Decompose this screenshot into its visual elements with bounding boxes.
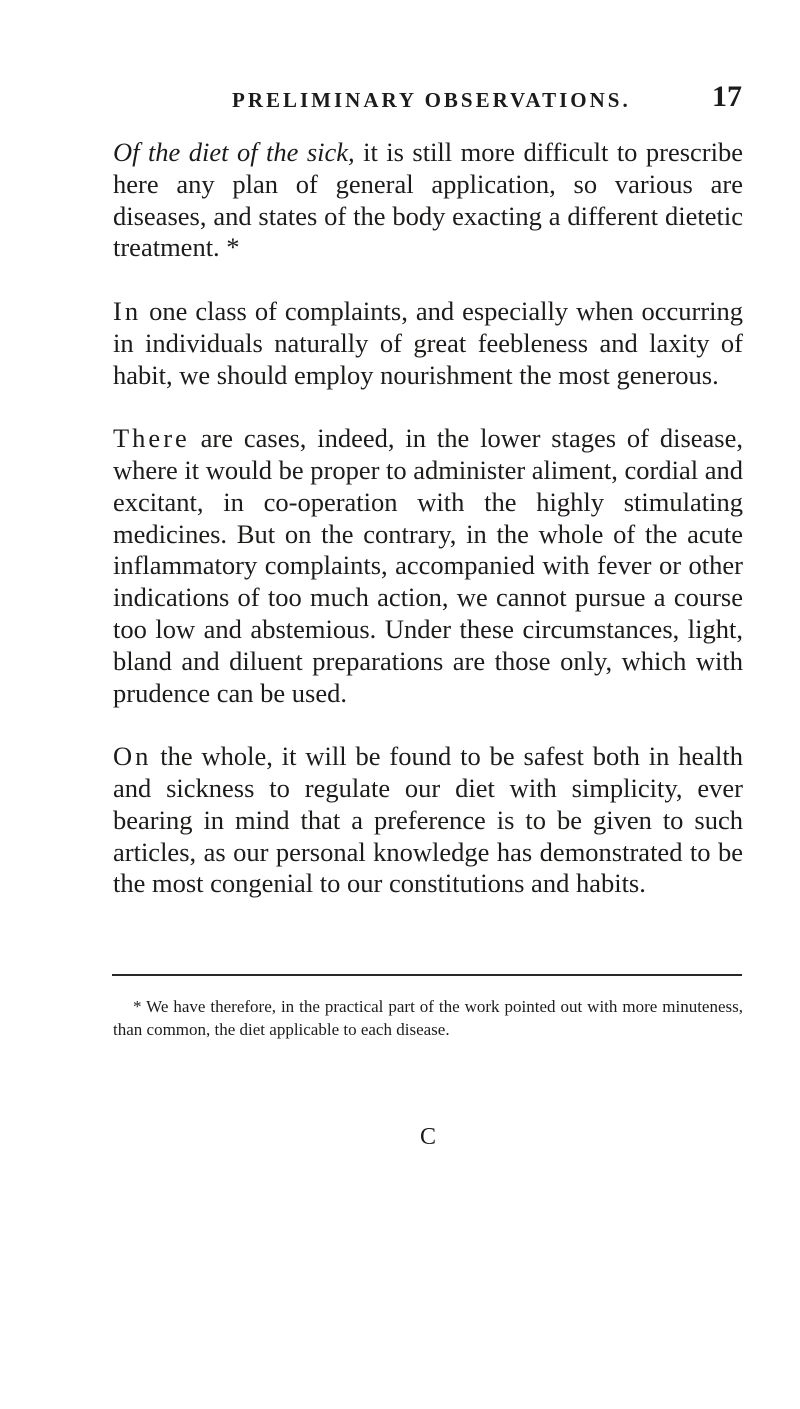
page-number: 17 xyxy=(712,80,742,113)
paragraph-there-are-cases xyxy=(113,423,743,709)
paragraph-one-class-of-complaints xyxy=(113,296,743,391)
running-title: PRELIMINARY OBSERVATIONS. xyxy=(232,88,631,112)
body-text xyxy=(113,137,743,900)
footnote-divider xyxy=(112,974,742,976)
paragraph-lead: In xyxy=(113,295,142,326)
footnote-text: * We have therefore, in the practical part of the work pointed out with more minuteness, than common, the diet applicable to each disease. xyxy=(113,997,743,1039)
footnote xyxy=(113,995,743,1041)
paragraph-lead: There xyxy=(113,423,190,454)
paragraph-lead: On xyxy=(113,741,152,772)
paragraph-text: the whole, it will be found to be safest both in health and sickness to regulate our diet with simplicity, ever bearing in mind that a preference is to be given to such articles, as our personal knowledge has demonstrated to be the most congenial to our constitutions and habits. xyxy=(113,741,743,899)
signature-mark: C xyxy=(420,1124,437,1150)
paragraph-text: are cases, indeed, in the lower stages of disease, where it would be proper to administer aliment, cordial and excitant, in co-operation with the highly stimulating medicines. But on the contrary, in the whole of the acute inflammatory complaints, accompanied with fever or other indications of too much action, we cannot pursue a course too low and abstemious. Under these circumstances, light, bland and diluent preparations are those only, which with prudence can be used. xyxy=(113,423,743,708)
paragraph-diet-of-sick xyxy=(113,137,743,264)
paragraph-lead-italic: Of the diet of the sick, xyxy=(113,137,355,167)
running-head xyxy=(232,80,742,120)
paragraph-text: it is still more difficult to prescribe here any plan of general application, so various are diseases, and states of the body exacting a different dietetic treatment. * xyxy=(113,137,743,263)
paragraph-text: one class of complaints, and especially when occurring in individuals naturally of great feebleness and laxity of habit, we should employ nourishment the most generous. xyxy=(113,295,743,390)
paragraph-on-the-whole xyxy=(113,741,743,900)
